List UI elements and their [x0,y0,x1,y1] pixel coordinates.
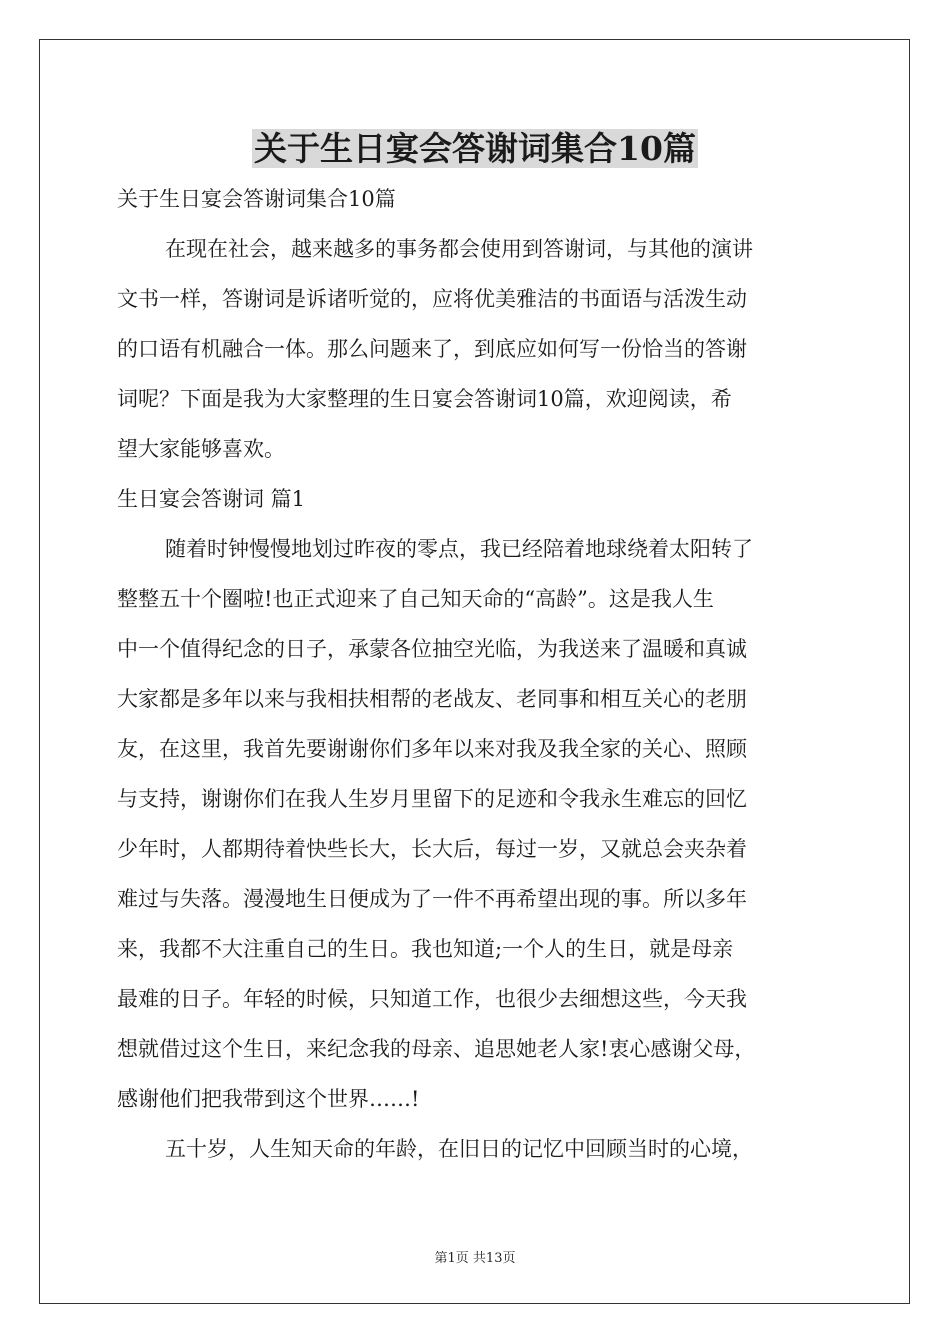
intro-line: 的口语有机融合一体。那么问题来了，到底应如何写一份恰当的答谢 [117,337,747,361]
body-line: 来，我都不大注重自己的生日。我也知道;一个人的生日，就是母亲 [117,937,734,961]
body-line: 最难的日子。年轻的时候，只知道工作，也很少去细想这些，今天我 [117,987,747,1011]
page-border [39,39,910,1304]
paragraph-line: 五十岁，人生知天命的年龄，在旧日的记忆中回顾当时的心境， [165,1137,753,1161]
intro-line: 词呢？下面是我为大家整理的生日宴会答谢词10篇，欢迎阅读，希 [117,387,732,411]
body-line: 中一个值得纪念的日子，承蒙各位抽空光临，为我送来了温暖和真诚 [117,637,747,661]
body-line: 与支持，谢谢你们在我人生岁月里留下的足迹和令我永生难忘的回忆 [117,787,747,811]
body-line: 感谢他们把我带到这个世界……! [117,1087,420,1111]
document-subtitle: 关于生日宴会答谢词集合10篇 [117,187,396,211]
body-line: 大家都是多年以来与我相扶相帮的老战友、老同事和相互关心的老朋 [117,687,747,711]
intro-line: 文书一样，答谢词是诉诸听觉的，应将优美雅洁的书面语与活泼生动 [117,287,747,311]
intro-line: 望大家能够喜欢。 [117,437,285,461]
section-heading: 生日宴会答谢词 篇1 [117,487,306,511]
document-title-text: 关于生日宴会答谢词集合10篇 [254,129,696,168]
body-line: 少年时，人都期待着快些长大，长大后，每过一岁，又就总会夹杂着 [117,837,747,861]
body-line: 难过与失落。漫漫地生日便成为了一件不再希望出现的事。所以多年 [117,887,747,911]
body-line: 整整五十个圈啦!也正式迎来了自己知天命的“高龄”。这是我人生 [117,587,714,611]
intro-line: 在现在社会，越来越多的事务都会使用到答谢词，与其他的演讲 [165,237,753,261]
document-title [0,127,950,171]
body-line: 随着时钟慢慢地划过昨夜的零点，我已经陪着地球绕着太阳转了 [165,537,753,561]
body-line: 想就借过这个生日，来纪念我的母亲、追思她老人家!衷心感谢父母， [117,1037,756,1061]
body-line: 友，在这里，我首先要谢谢你们多年以来对我及我全家的关心、照顾 [117,737,747,761]
page-number-footer: 第1页 共13页 [434,1251,516,1266]
